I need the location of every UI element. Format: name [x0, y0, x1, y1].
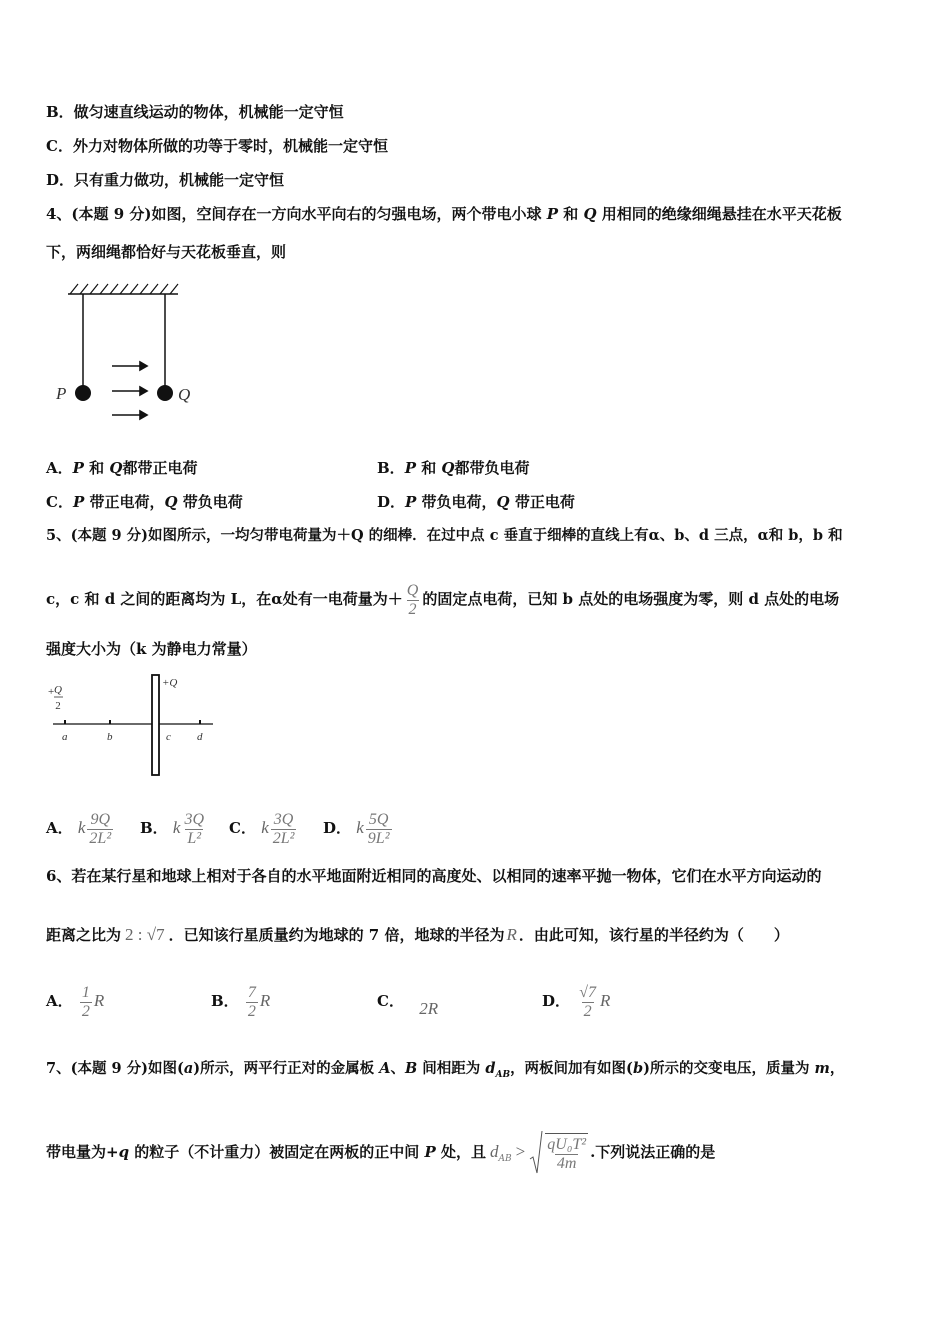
ceiling-hatching — [70, 284, 178, 294]
label-p: P — [56, 384, 67, 403]
q5-option-a: A． k $\frac{9Q}{\text{2L²}}$ — [46, 810, 112, 847]
q5-rod-figure — [45, 672, 220, 780]
q4-stem-line2: 下，两细绳都恰好与天花板垂直，则 — [46, 243, 287, 261]
fig-charge-den: 2 — [55, 700, 61, 712]
charged-rod — [152, 675, 159, 775]
point-a-label: a — [62, 731, 68, 743]
q5-stem-line2: c，c 和 d 之间的距离均为 L，在α处有一电荷量为＋ $\frac{Q}{2}$ 的固定点电荷，已知 b 点处的电场强度为零，则 d 点处的电场 — [46, 581, 840, 618]
q4-stem-line1: 4、(本题 9 分)如图，空间存在一方向水平向右的匀强电场，两个带电小球 P 和 Q 用相同的绝缘细绳悬挂在水平天花板 — [46, 205, 842, 223]
q4-option-a: A．P 和 Q都带正电荷 — [46, 459, 198, 477]
q4-pendulum-figure — [50, 280, 210, 430]
field-arrows — [112, 362, 147, 419]
q3-option-c: C．外力对物体所做的功等于零时，机械能一定守恒 — [46, 137, 388, 155]
q5-option-d: D． k $\frac{5Q}{\text{9L²}}$ — [323, 810, 390, 847]
sqrt-expression: $\frac{\text{qU₀T²}}{4m}$ — [529, 1129, 590, 1177]
point-d-label: d — [197, 731, 203, 743]
rod-charge-label: +Q — [162, 677, 178, 689]
q5-stem-line3: 强度大小为（k 为静电力常量） — [46, 640, 257, 658]
ball-p — [75, 385, 91, 401]
q5-option-b: B． k $\frac{3Q}{\text{L²}}$ — [140, 810, 205, 847]
q6-option-d: D． $\frac{√7}{2}$ R — [542, 983, 611, 1020]
point-c-label: c — [166, 731, 171, 743]
q4-option-c: C．P 带正电荷，Q 带负电荷 — [46, 493, 243, 511]
q4-option-d: D．P 带负电荷，Q 带正电荷 — [377, 493, 575, 511]
q3-option-d: D．只有重力做功，机械能一定守恒 — [46, 171, 285, 189]
point-b-label: b — [107, 731, 113, 743]
fig-plus: + — [48, 686, 55, 698]
ball-q — [157, 385, 173, 401]
q4-option-b: B．P 和 Q都带负电荷 — [377, 459, 530, 477]
q3-option-b: B．做匀速直线运动的物体，机械能一定守恒 — [46, 103, 344, 121]
q7-stem-line2: 带电量为+q 的粒子（不计重力）被固定在两板的正中间 P 处，且 $d_{AB}$ > $\frac{\text{qU₀T²}}{4m}$ .下列说法正确的是 — [46, 1124, 715, 1187]
label-q: Q — [178, 385, 191, 404]
q5-option-c: C． k $\frac{3Q}{\text{2L²}}$ — [229, 810, 295, 847]
q6-option-b: B． $\frac{7}{2}$ R — [211, 983, 271, 1020]
sqrt-sign-icon — [529, 1129, 543, 1177]
q6-stem-line1: 6、若在某行星和地球上相对于各自的水平地面附近相同的高度处、以相同的速率平抛一物体，它们在水平方向运动的 — [46, 867, 822, 885]
q6-option-c: C． 2R — [377, 992, 439, 1018]
q7-stem-line1: 7、(本题 9 分)如图(a)所示，两平行正对的金属板 A、B 间相距为 $d_{AB}$，两板间加有如图(b)所示的交变电压，质量为 m， — [46, 1060, 845, 1080]
q6-option-a: A． $\frac{1}{2}$ R — [46, 983, 105, 1020]
q6-stem-line2: 距离之比为 2 : √7 ．已知该行星质量约为地球的 7 倍，地球的半径为 R ．由此可知，该行星的半径约为（ ） — [46, 925, 789, 944]
q5-stem-line1: 5、(本题 9 分)如图所示，一均匀带电荷量为＋Q 的细棒．在过中点 c 垂直于细棒的直线上有α、b、d 三点，α和 b，b 和 — [46, 527, 843, 544]
fig-charge-num: Q — [54, 684, 62, 696]
